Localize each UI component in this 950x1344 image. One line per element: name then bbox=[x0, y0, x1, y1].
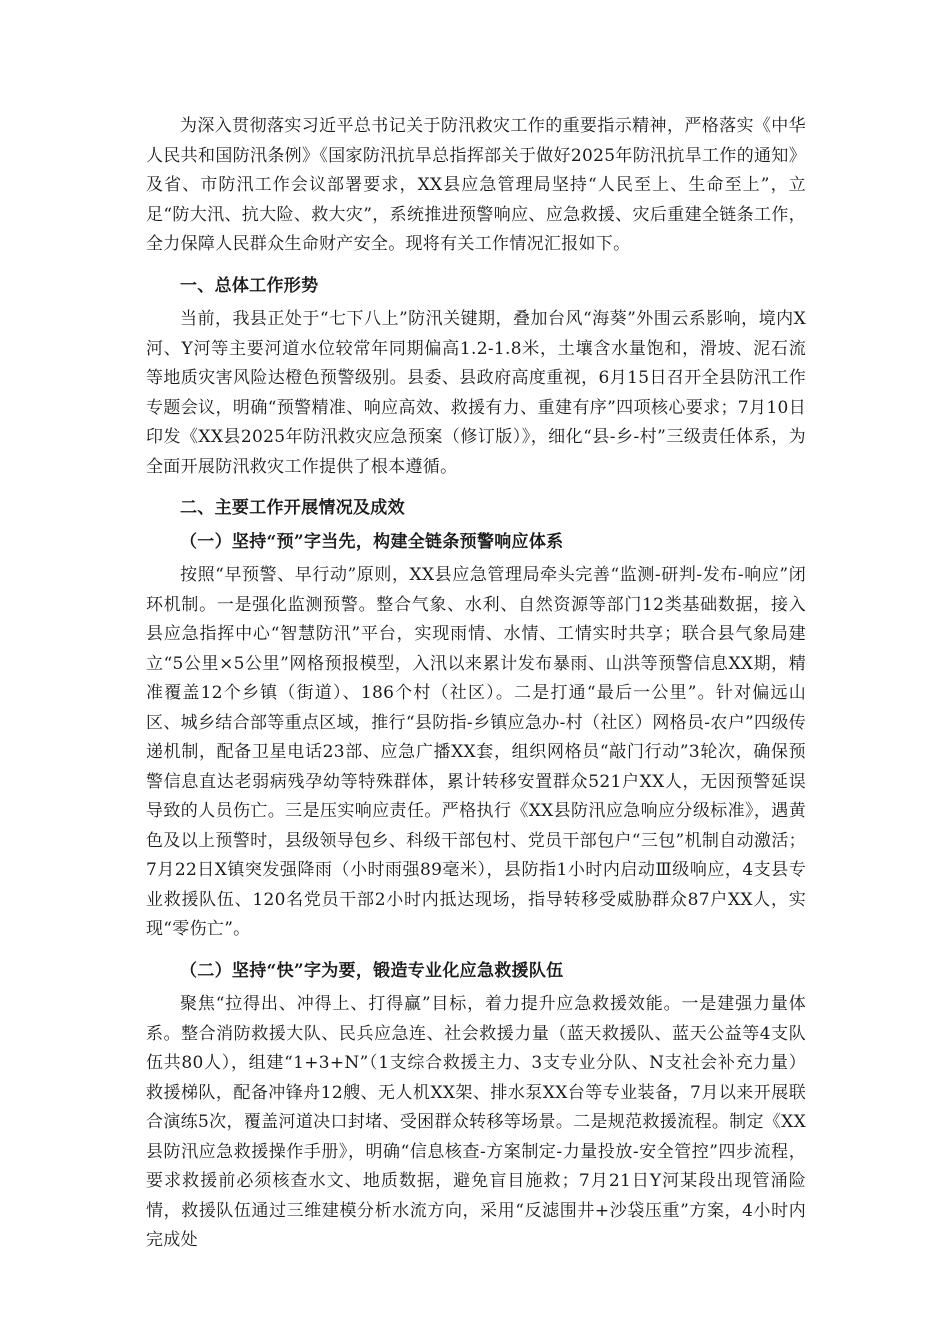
subsection2-heading: （二）坚持“快”字为要，锻造专业化应急救援队伍 bbox=[180, 960, 564, 981]
section1-heading: 一、总体工作形势 bbox=[180, 275, 319, 296]
document-page bbox=[146, 112, 806, 1256]
section1-paragraph: 当前，我县正处于“七下八上”防汛关键期，叠加台风“海葵”外围云系影响，境内X河、Y河等主要河道水位较常年同期偏高1.2-1.8米，土壤含水量饱和，滑坡、泥石流等地质灾害风险达橙色预警级别。县委、县政府高度重视，6月15日召开全县防汛工作专题会议，明确“预警精准、响应高效、救援有力、重建有序”四项核心要求；7月10日印发《XX县2025年防汛救灾应急预案（修订版）》，细化“县-乡-村”三级责任体系，为全面开展防汛救灾工作提供了根本遵循。 bbox=[146, 309, 806, 477]
subsection1-paragraph: 按照“早预警、早行动”原则，XX县应急管理局牵头完善“监测-研判-发布-响应”闭环机制。一是强化监测预警。整合气象、水利、自然资源等部门12类基础数据，接入县应急指挥中心“智慧防汛”平台，实现雨情、水情、工情实时共享；联合县气象局建立“5公里×5公里”网格预报模型，入汛以来累计发布暴雨、山洪等预警信息XX期，精准覆盖12个乡镇（街道）、186个村（社区）。二是打通“最后一公里”。针对偏远山区、城乡结合部等重点区域，推行“县防指-乡镇应急办-村（社区）网格员-农户”四级传递机制，配备卫星电话23部、应急广播XX套，组织网格员“敲门行动”3轮次，确保预警信息直达老弱病残孕幼等特殊群体，累计转移安置群众521户XX人，无因预警延误导致的人员伤亡。三是压实响应责任。严格执行《XX县防汛应急响应分级标准》，遇黄色及以上预警时，县级领导包乡、科级干部包村、党员干部包户“三包”机制自动激活；7月22日X镇突发强降雨（小时雨强89毫米），县防指1小时内启动Ⅲ级响应，4支县专业救援队伍、120名党员干部2小时内抵达现场，指导转移受威胁群众87户XX人，实现“零伤亡”。 bbox=[146, 565, 806, 939]
subsection2-paragraph: 聚焦“拉得出、冲得上、打得赢”目标，着力提升应急救援效能。一是建强力量体系。整合消防救援大队、民兵应急连、社会救援力量（蓝天救援队、蓝天公益等4支队伍共80人），组建“1+3+N”（1支综合救援主力、3支专业分队、N支社会补充力量）救援梯队，配备冲锋舟12艘、无人机XX架、排水泵XX台等专业装备，7月以来开展联合演练5次，覆盖河道决口封堵、受困群众转移等场景。二是规范救援流程。制定《XX县防汛应急救援操作手册》，明确“信息核查-方案制定-力量投放-安全管控”四步流程，要求救援前必须核查水文、地质数据，避免盲目施救；7月21日Y河某段出现管涌险情，救援队伍通过三维建模分析水流方向，采用“反滤围井+沙袋压重”方案，4小时内完成处 bbox=[146, 994, 806, 1250]
intro-paragraph: 为深入贯彻落实习近平总书记关于防汛救灾工作的重要指示精神，严格落实《中华人民共和国防汛条例》《国家防汛抗旱总指挥部关于做好2025年防汛抗旱工作的通知》及省、市防汛工作会议部署要求，XX县应急管理局坚持“人民至上、生命至上”，立足“防大汛、抗大险、救大灾”，系统推进预警响应、应急救援、灾后重建全链条工作，全力保障人民群众生命财产安全。现将有关工作情况汇报如下。 bbox=[146, 116, 806, 254]
section2-heading: 二、主要工作开展情况及成效 bbox=[180, 498, 405, 518]
subsection1-heading: （一）坚持“预”字当先，构建全链条预警响应体系 bbox=[180, 531, 564, 552]
